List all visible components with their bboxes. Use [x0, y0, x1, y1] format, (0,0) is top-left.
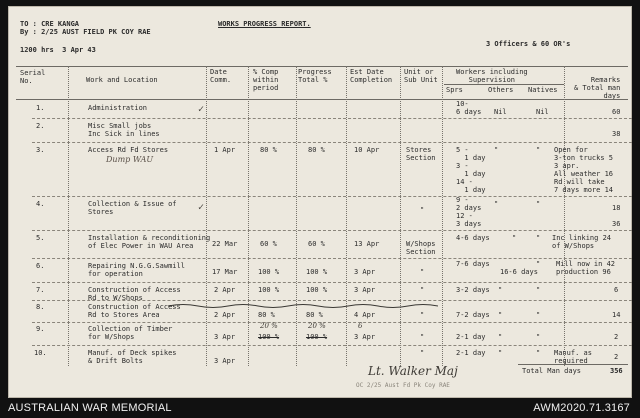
row3-natives: "	[536, 146, 541, 154]
row2-total: 38	[612, 130, 621, 138]
row4-others: "	[494, 200, 499, 208]
by-line: By : 2/25 AUST FIELD PK COY RAE	[20, 28, 151, 36]
row5-comp: 60 %	[260, 240, 277, 248]
row4-unit: "	[420, 206, 425, 214]
tick-mark-icon: ✓	[198, 104, 205, 115]
row8-others: "	[498, 311, 503, 319]
divider-5	[346, 66, 347, 366]
row5-natives: "	[536, 234, 541, 242]
row10-no: 10.	[34, 349, 47, 357]
row4-natives: "	[536, 200, 541, 208]
row6-natives: "	[536, 260, 541, 268]
row6-work: Repairing N.G.G.Sawmill for operation	[88, 262, 185, 278]
row8-natives: "	[536, 311, 541, 319]
row5-sprs: 4-6 days	[456, 234, 490, 242]
row9-comp-correction: 20 %	[260, 322, 278, 330]
total-value: 356	[610, 367, 623, 375]
row1-natives: Nil	[536, 108, 549, 116]
col-serial: Serial No.	[20, 69, 46, 85]
row8-no: 8.	[36, 303, 45, 311]
row9-progress-correction: 20 %	[308, 322, 326, 330]
row8-rule	[32, 322, 632, 323]
col-workers: Workers including Supervision	[456, 68, 528, 84]
row9-date: 3 Apr	[214, 333, 236, 341]
row3-others: "	[494, 146, 499, 154]
row9-rule	[32, 345, 632, 346]
row5-others: "	[512, 234, 517, 242]
row1-total: 60	[612, 108, 621, 116]
row2-rule	[32, 142, 632, 143]
row8-strikethrough	[168, 303, 438, 309]
row7-rule	[32, 300, 632, 301]
row5-rule	[32, 258, 632, 259]
archive-name: AUSTRALIAN WAR MEMORIAL	[8, 402, 172, 414]
divider-3	[248, 66, 249, 366]
signature-stamp: OC 2/25 Aust Fd Pk Coy RAE	[356, 382, 450, 389]
total-label: Total Man days	[522, 367, 582, 375]
row3-est: 10 Apr	[354, 146, 380, 154]
row8-progress: 80 %	[306, 311, 323, 319]
row1-no: 1.	[36, 104, 45, 112]
row3-date: 1 Apr	[214, 146, 236, 154]
row10-others: "	[498, 349, 503, 357]
row6-remarks: Mill now in 42 production 96	[556, 260, 616, 276]
row6-unit: "	[420, 268, 425, 276]
workers-sub-rule	[444, 84, 564, 85]
row2-work: Misc Small jobs Inc Sick in lines	[88, 122, 160, 138]
row5-unit: W/Shops Section	[406, 240, 436, 256]
row7-comp: 100 %	[258, 286, 280, 294]
col-comp: % Comp within period	[253, 68, 279, 92]
row9-total: 2	[614, 333, 619, 341]
row8-date: 2 Apr	[214, 311, 236, 319]
row7-no: 7.	[36, 286, 45, 294]
row2-no: 2.	[36, 122, 45, 130]
row9-comp: 100 %	[258, 333, 280, 341]
divider-1	[68, 66, 69, 366]
row6-sprs: 7-6 days	[456, 260, 490, 268]
row10-total: 2	[614, 353, 619, 361]
row9-sprs: 2-1 day	[456, 333, 486, 341]
row4-rule	[32, 230, 632, 231]
row8-sprs: 7-2 days	[456, 311, 490, 319]
row5-remarks: Inc linking 24 of W/Shops	[552, 234, 612, 250]
row7-others: "	[498, 286, 503, 294]
col-sprs: Sprs	[446, 86, 463, 94]
row7-unit: "	[420, 286, 425, 294]
row1-rule	[32, 118, 632, 119]
divider-8	[564, 66, 565, 366]
row9-others: "	[498, 333, 503, 341]
row10-work: Manuf. of Deck spikes & Drift Bolts	[88, 349, 177, 365]
row8-est: 4 Apr	[354, 311, 376, 319]
row6-date: 17 Mar	[212, 268, 238, 276]
row9-est: 3 Apr	[354, 333, 376, 341]
col-date: Date Comm.	[210, 68, 232, 84]
row5-progress: 60 %	[308, 240, 325, 248]
row10-natives: "	[536, 349, 541, 357]
row8-unit: "	[420, 311, 425, 319]
row7-total: 6	[614, 286, 619, 294]
row3-work: Access Rd Fd Stores	[88, 146, 169, 154]
col-natives: Natives	[528, 86, 558, 94]
to-line: TO : CRE KANGA	[20, 20, 80, 28]
row8-comp: 80 %	[258, 311, 275, 319]
divider-4	[296, 66, 297, 366]
col-remarks: Remarks & Total man days	[574, 76, 621, 100]
divider-2	[206, 66, 207, 366]
row10-remarks: Manuf. as required	[554, 349, 592, 365]
row7-natives: "	[536, 286, 541, 294]
row9-work: Collection of Timber for W/Shops	[88, 325, 173, 341]
row6-others: 16-6 days	[500, 268, 538, 276]
row8-work: Construction of Access Rd to Stores Area	[88, 303, 181, 319]
row1-others: Nil	[494, 108, 507, 116]
col-progress: Progress Total %	[298, 68, 332, 84]
row3-remarks: Open for 3-ton trucks 5 3 apr. All weather 16 Rd will take 7 days more 14	[554, 146, 614, 194]
row3-sprs: 5 - 1 day 3 - 1 day 14 - 1 day	[456, 146, 486, 194]
row5-work: Installation & reconditioning of Elec Power in WAU Area	[88, 234, 211, 250]
row5-est: 13 Apr	[354, 240, 380, 248]
col-others: Others	[488, 86, 514, 94]
signature: Lt. Walker Maj	[368, 364, 458, 378]
archive-id: AWM2020.71.3167	[533, 402, 630, 414]
row10-unit: "	[420, 349, 425, 357]
row7-est: 3 Apr	[354, 286, 376, 294]
row3-rule	[32, 196, 632, 197]
row7-date: 2 Apr	[214, 286, 236, 294]
tick-mark-icon: ✓	[198, 202, 205, 213]
row1-work: Administration	[88, 104, 148, 112]
divider-7	[442, 66, 443, 366]
row10-sprs: 2-1 day	[456, 349, 486, 357]
dump-wau-handwriting: Dump WAU	[106, 155, 154, 164]
row4-no: 4.	[36, 200, 45, 208]
row4-total: 18 36	[612, 204, 621, 228]
row9-no: 9.	[36, 325, 45, 333]
row4-work: Collection & Issue of Stores	[88, 200, 177, 216]
col-unit: Unit or Sub Unit	[404, 68, 438, 84]
row6-comp: 100 %	[258, 268, 280, 276]
row6-rule	[32, 282, 632, 283]
header-top-rule	[16, 66, 628, 67]
divider-6	[400, 66, 401, 366]
row7-progress: 100 %	[306, 286, 328, 294]
row6-progress: 100 %	[306, 268, 328, 276]
strength-line: 3 Officers & 60 OR's	[486, 40, 571, 48]
row1-sprs: 10- 6 days	[456, 100, 482, 116]
row9-natives: "	[536, 333, 541, 341]
row8-total: 14	[612, 311, 621, 319]
row3-no: 3.	[36, 146, 45, 154]
row10-date: 3 Apr	[214, 357, 236, 365]
col-est: Est Date Completion	[350, 68, 393, 84]
time-line: 1200 hrs 3 Apr 43	[20, 46, 96, 54]
row6-est: 3 Apr	[354, 268, 376, 276]
row9-unit: "	[420, 333, 425, 341]
archive-footer	[0, 398, 640, 418]
report-title: WORKS PROGRESS REPORT.	[218, 20, 311, 28]
totals-rule	[518, 364, 628, 365]
row7-sprs: 3-2 days	[456, 286, 490, 294]
row3-unit: Stores Section	[406, 146, 436, 162]
row7-work: Construction of Access Rd to W/Shops	[88, 286, 181, 302]
row4-sprs: 9 - 2 days 12 - 3 days	[456, 196, 482, 228]
row5-date: 22 Mar	[212, 240, 238, 248]
row3-progress: 80 %	[308, 146, 325, 154]
row3-comp: 80 %	[260, 146, 277, 154]
document-page	[8, 6, 632, 398]
col-work: Work and Location	[86, 76, 158, 84]
row5-no: 5.	[36, 234, 45, 242]
row6-no: 6.	[36, 262, 45, 270]
row9-progress: 100 %	[306, 333, 328, 341]
header-bottom-rule	[16, 99, 628, 100]
row9-est-correction: 6	[358, 322, 363, 330]
